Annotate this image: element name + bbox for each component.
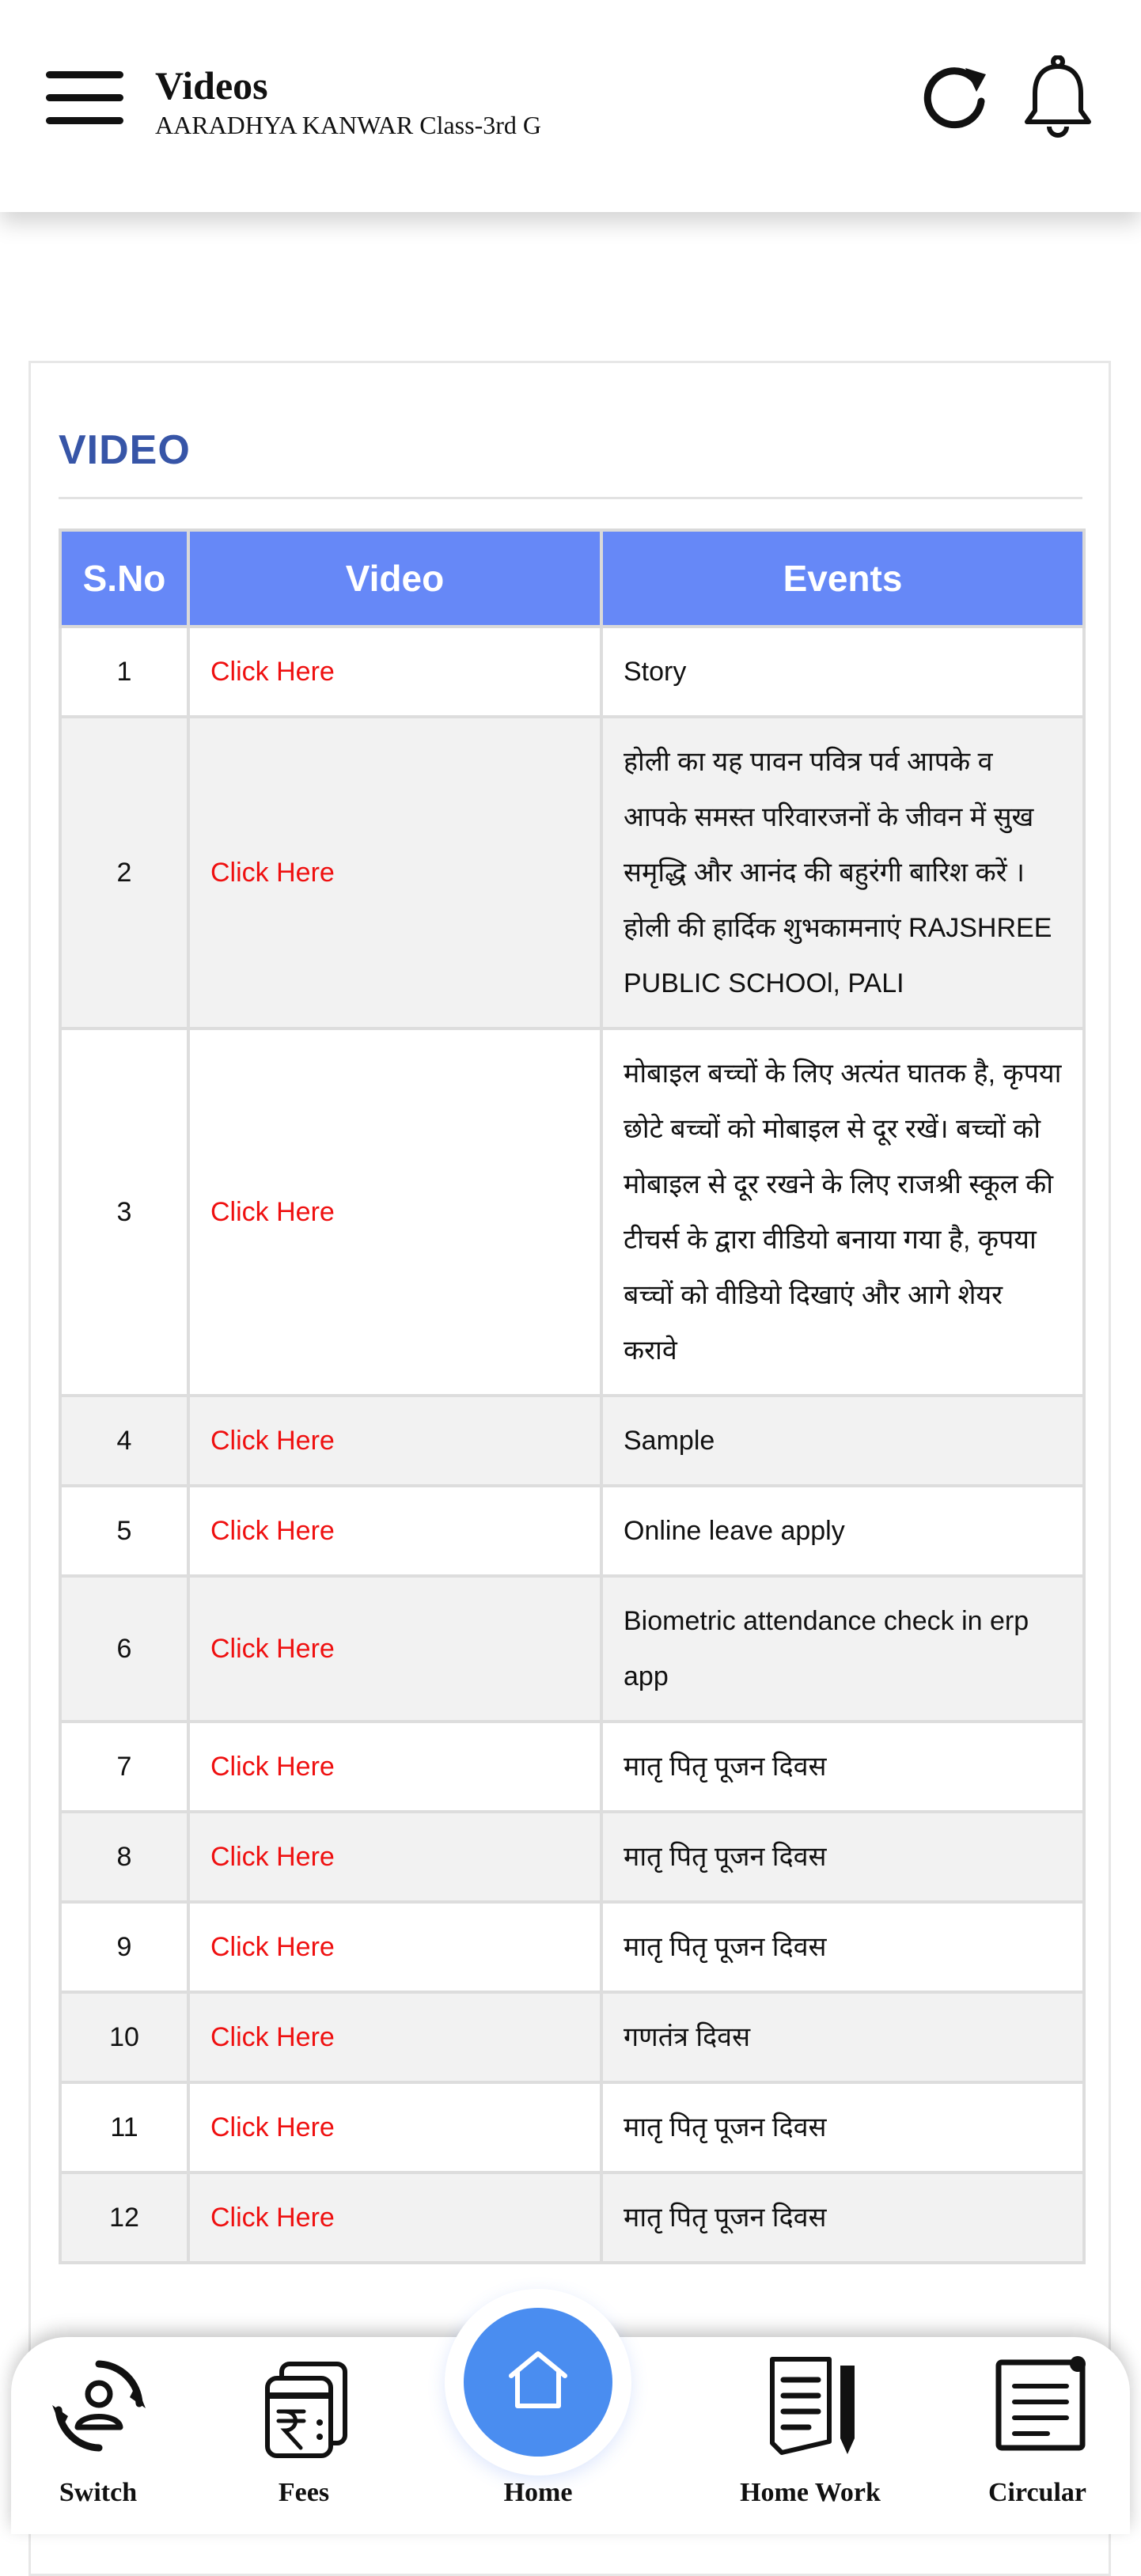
refresh-icon[interactable] [921,63,989,131]
homework-icon [768,2354,862,2457]
nav-homework[interactable] [692,2337,929,2534]
row-sno: 8 [60,1812,188,1902]
row-sno: 6 [60,1576,188,1722]
column-header-sno: S.No [60,530,188,627]
table-row [60,1396,1084,1486]
row-event: Sample [601,1396,1084,1486]
video-link[interactable]: Click Here [188,717,601,1029]
video-link[interactable]: Click Here [188,1576,601,1722]
hamburger-menu-icon[interactable] [46,71,123,123]
table-row [60,1812,1084,1902]
column-header-video: Video [188,530,601,627]
card-divider [59,497,1082,499]
row-sno: 12 [60,2173,188,2263]
video-link[interactable]: Click Here [188,2173,601,2263]
table-row [60,1992,1084,2082]
row-event: होली का यह पावन पवित्र पर्व आपके व आपके समस्त परिवारजनों के जीवन में सुख समृद्धि और आनंद की बहुरंगी बारिश करें । होली की हार्दिक शुभकामनाएं RAJSHREE PUBLIC SCHOOl, PALI [601,717,1084,1029]
card-title: VIDEO [59,427,191,473]
row-event: मातृ पितृ पूजन दिवस [601,1902,1084,1992]
bell-icon[interactable] [1021,55,1095,139]
nav-switch[interactable] [11,2337,185,2534]
table-row [60,627,1084,717]
table-row [60,1576,1084,1722]
row-event: मातृ पितृ पूजन दिवस [601,2082,1084,2173]
nav-label-fees: Fees [278,2478,330,2507]
column-header-events: Events [601,530,1084,627]
row-event: Online leave apply [601,1486,1084,1576]
home-icon [503,2344,573,2414]
home-button[interactable] [445,2289,631,2476]
app-header [0,0,1141,212]
row-sno: 5 [60,1486,188,1576]
switch-user-icon [51,2358,147,2457]
row-event: Biometric attendance check in erp app [601,1576,1084,1722]
row-event: गणतंत्र दिवस [601,1992,1084,2082]
video-link[interactable]: Click Here [188,1396,601,1486]
table-header-row [60,530,1084,627]
circular-document-icon [992,2354,1090,2454]
nav-fees[interactable] [209,2337,399,2534]
nav-label-circular: Circular [987,2478,1086,2507]
video-link[interactable]: Click Here [188,1486,601,1576]
video-link[interactable]: Click Here [188,627,601,717]
video-link[interactable]: Click Here [188,1029,601,1396]
row-sno: 9 [60,1902,188,1992]
home-button-circle[interactable] [464,2308,612,2457]
nav-label-home: Home [503,2478,573,2507]
row-sno: 2 [60,717,188,1029]
table-row [60,717,1084,1029]
row-event: मातृ पितृ पूजन दिवस [601,2173,1084,2263]
row-sno: 3 [60,1029,188,1396]
table-row [60,2082,1084,2173]
nav-label-homework: Home Work [740,2478,881,2507]
nav-circular[interactable] [945,2337,1130,2534]
page-title: Videos [155,63,268,108]
fees-wallet-icon [263,2361,350,2459]
table-row [60,1902,1084,1992]
video-link[interactable]: Click Here [188,2082,601,2173]
row-sno: 7 [60,1722,188,1812]
video-link[interactable]: Click Here [188,1812,601,1902]
row-event: मातृ पितृ पूजन दिवस [601,1722,1084,1812]
row-sno: 10 [60,1992,188,2082]
row-sno: 4 [60,1396,188,1486]
student-class-subtitle: AARADHYA KANWAR Class-3rd G [155,111,541,139]
video-link[interactable]: Click Here [188,1992,601,2082]
row-event: Story [601,627,1084,717]
table-row [60,1029,1084,1396]
video-link[interactable]: Click Here [188,1722,601,1812]
nav-label-switch: Switch [59,2478,138,2507]
table-row [60,1722,1084,1812]
table-row [60,2173,1084,2263]
row-event: मोबाइल बच्चों के लिए अत्यंत घातक है, कृपया छोटे बच्चों को मोबाइल से दूर रखें। बच्चों को मोबाइल से दूर रखने के लिए राजश्री स्कूल की टीचर्स के द्वारा वीडियो बनाया गया है, कृपया बच्चों को वीडियो दिखाएं और आगे शेयर करावे [601,1029,1084,1396]
row-event: मातृ पितृ पूजन दिवस [601,1812,1084,1902]
row-sno: 11 [60,2082,188,2173]
video-table [59,528,1086,2264]
video-link[interactable]: Click Here [188,1902,601,1992]
row-sno: 1 [60,627,188,717]
table-row [60,1486,1084,1576]
